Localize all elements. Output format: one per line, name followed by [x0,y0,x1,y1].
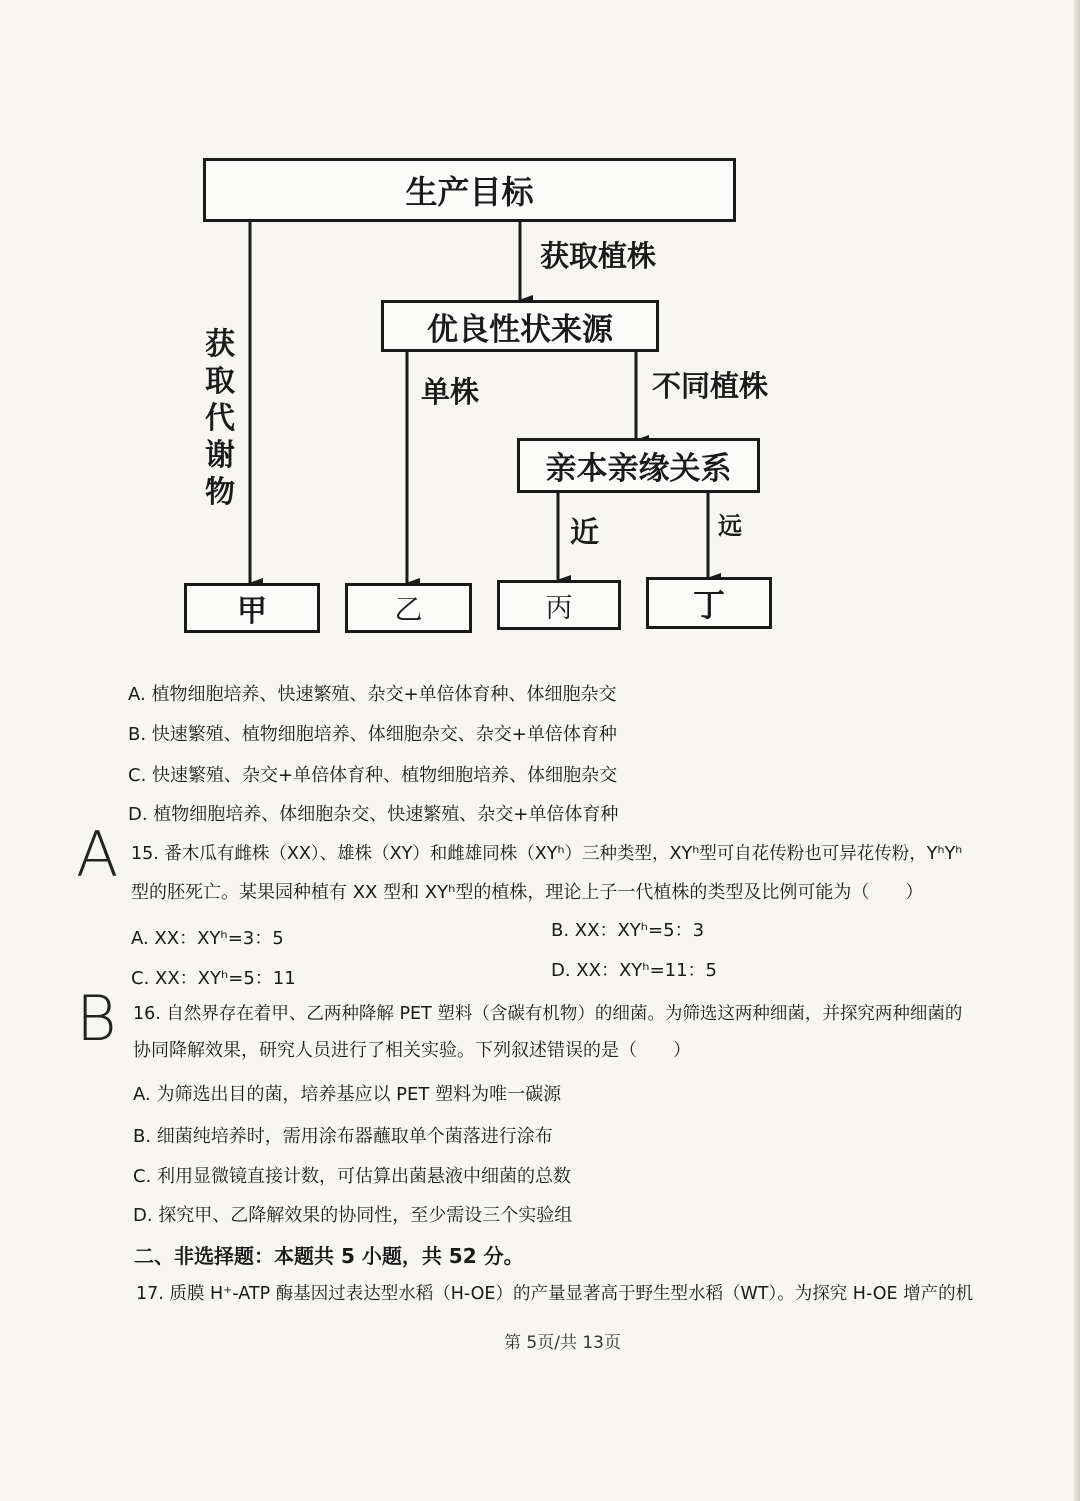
q14-option-c: C. 快速繁殖、杂交+单倍体育种、植物细胞培养、体细胞杂交 [128,765,618,786]
page-number: 第 5页/共 13页 [504,1333,621,1353]
production-goal-box: 生产目标 [203,158,736,222]
near-label: 近 [570,515,600,549]
q15-option-b: B. XX：XYʰ=5：3 [551,920,705,941]
q14-option-a: A. 植物细胞培养、快速繁殖、杂交+单倍体育种、体细胞杂交 [128,684,617,705]
q15-option-c: C. XX：XYʰ=5：11 [131,968,296,989]
q16-option-d: D. 探究甲、乙降解效果的协同性，至少需设三个实验组 [133,1205,573,1226]
outcome-jia: 甲 [184,583,320,633]
far-label: 远 [718,512,742,540]
q16-option-b: B. 细菌纯培养时，需用涂布器蘸取单个菌落进行涂布 [133,1126,553,1147]
q16-option-c: C. 利用显微镜直接计数，可估算出菌悬液中细菌的总数 [133,1166,572,1187]
q15-stem-line1: 15. 番木瓜有雌株（XX）、雄株（XY）和雌雄同株（XYʰ）三种类型，XYʰ型可自花传粉也可异花传粉，YʰYʰ [131,844,963,864]
handwritten-answer-b: B [76,982,117,1055]
handwritten-answer-a: A [76,818,119,891]
section-two-heading: 二、非选择题：本题共 5 小题，共 52 分。 [134,1244,524,1268]
q15-option-a: A. XX：XYʰ=3：5 [131,928,284,949]
q16-stem-line2: 协同降解效果，研究人员进行了相关实验。下列叙述错误的是（ ） [133,1040,691,1061]
obtain-plant-label: 获取植株 [540,239,657,273]
q15-option-d: D. XX：XYʰ=11：5 [551,960,718,981]
q16-stem-line1: 16. 自然界存在着甲、乙两种降解 PET 塑料（含碳有机物）的细菌。为筛选这两种细菌，并探究两种细菌的 [133,1004,963,1024]
trait-source-box: 优良性状来源 [381,300,659,352]
q16-option-a: A. 为筛选出目的菌，培养基应以 PET 塑料为唯一碳源 [133,1084,562,1105]
q15-stem-line2: 型的胚死亡。某果园种植有 XX 型和 XYʰ型的植株，理论上子一代植株的类型及比例可能为（ ） [131,882,924,903]
obtain-metabolite-label: 获取代谢物 [205,327,235,510]
breeding-flow-diagram [0,0,1080,660]
parent-relation-box: 亲本亲缘关系 [517,438,760,493]
q14-option-b: B. 快速繁殖、植物细胞培养、体细胞杂交、杂交+单倍体育种 [128,724,617,745]
different-plants-label: 不同植株 [652,369,769,403]
single-plant-label: 单株 [421,375,480,409]
outcome-yi: 乙 [345,583,472,633]
q14-option-d: D. 植物细胞培养、体细胞杂交、快速繁殖、杂交+单倍体育种 [128,804,619,825]
outcome-ding: 丁 [646,577,772,629]
q17-stem-line1: 17. 质膜 H⁺-ATP 酶基因过表达型水稻（H-OE）的产量显著高于野生型水稻（WT）。为探究 H-OE 增产的机 [136,1284,974,1304]
outcome-bing: 丙 [497,580,621,630]
